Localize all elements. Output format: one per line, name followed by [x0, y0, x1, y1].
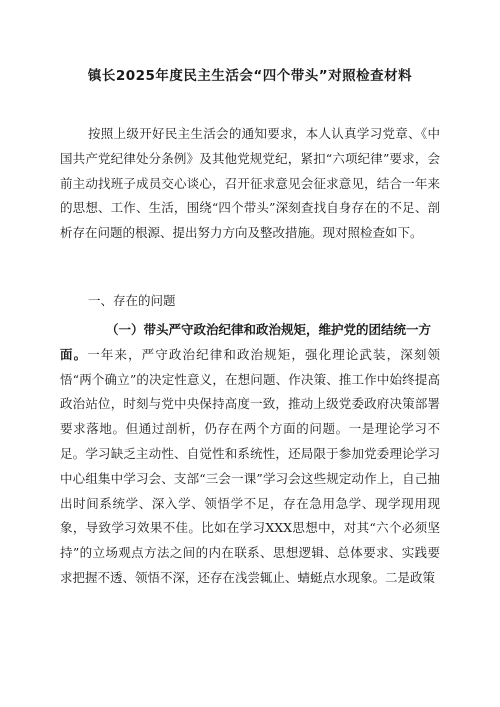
intro-paragraph: 按照上级开好民主生活会的通知要求，本人认真学习党章、《中国共产党纪律处分条例》及其他党规党纪，紧扣“六项纪律”要求，会前主动找班子成员交心谈心，召开征求意见会征求意见，结合一年来的思想、工作、生活，围绕“四个带头”深刻查找自身存在的不足、剖析存在问题的根源、提出努力方向及整改措施。现对照检查如下。 — [60, 126, 440, 241]
subsection-body: 一年来，严守政治纪律和政治规矩，强化理论武装，深刻领悟“两个确立”的决定性意义，在想问题、作决策、推工作中始终提高政治站位，时刻与党中央保持高度一致，推动上级党委政府决策部署要求落地。但通过剖析，仍存在两个方面的问题。一是理论学习不足。学习缺乏主动性、自觉性和系统性，还局限于参加党委理论学习中心组集中学习会、支部“三会一课”学习会这些规定动作上，自己抽出时间系统学、深入学、领悟学不足，存在急用急学、现学现用现象，导致学习效果不佳。比如在学习XXX思想中，对其“六个必须坚持”的立场观点方法之间的内在联系、思想逻辑、总体要求、实践要求把握不透、领悟不深，还存在浅尝辄止、蜻蜓点水现象。二是政策 — [60, 346, 440, 585]
subsection-heading-line2: 面。 — [60, 346, 88, 362]
subsection-paragraph — [60, 318, 440, 591]
section-heading: 一、存在的问题 — [88, 293, 176, 308]
subsection-heading-line1: （一）带头严守政治纪律和政治规矩，维护党的团结统一方 — [106, 322, 432, 337]
document-title: 镇长2025年度民主生活会“四个带头”对照检查材料 — [87, 68, 413, 84]
